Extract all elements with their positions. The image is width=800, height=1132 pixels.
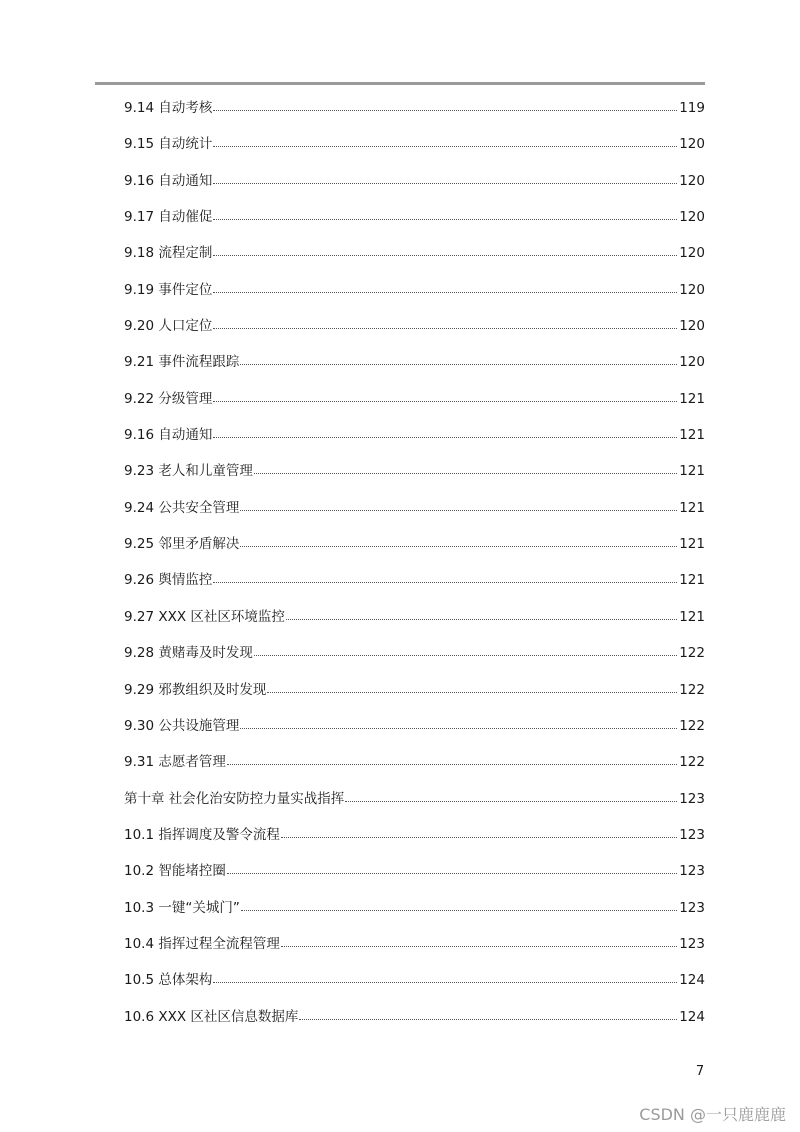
toc-entry-title: 9.26 舆情监控 — [124, 572, 213, 589]
toc-entry-title: 9.31 志愿者管理 — [124, 754, 226, 771]
toc-entry-title: 9.14 自动考核 — [124, 100, 213, 116]
toc-entry-title: 9.25 邻里矛盾解决 — [124, 536, 240, 553]
toc-entry-page: 121 — [679, 572, 705, 589]
toc-leader-dots — [213, 582, 677, 583]
toc-entry-title: 10.5 总体架构 — [124, 972, 213, 989]
toc-leader-dots — [281, 946, 677, 947]
toc-entry-page: 122 — [679, 717, 705, 734]
toc-entry-title: 9.21 事件流程跟踪 — [124, 354, 240, 371]
toc-entry[interactable] — [124, 744, 705, 780]
toc-entry[interactable] — [124, 672, 705, 708]
toc-entry-page: 121 — [679, 427, 705, 444]
toc-entry-title: 10.1 指挥调度及警令流程 — [124, 826, 280, 843]
toc-entry-title: 9.19 事件定位 — [124, 281, 213, 298]
toc-entry-page: 123 — [679, 826, 705, 843]
toc-entry[interactable] — [124, 817, 705, 853]
toc-entry-page: 120 — [679, 172, 705, 189]
toc-entry-page: 120 — [679, 318, 705, 335]
toc-entry[interactable] — [124, 453, 705, 489]
toc-entry-page: 121 — [679, 390, 705, 407]
toc-entry-page: 121 — [679, 499, 705, 516]
toc-entry[interactable] — [124, 272, 705, 308]
toc-entry[interactable] — [124, 199, 705, 235]
toc-entry-page: 122 — [679, 645, 705, 662]
toc-entry[interactable] — [124, 417, 705, 453]
toc-entry-page: 121 — [679, 536, 705, 553]
toc-leader-dots — [213, 146, 677, 147]
toc-leader-dots — [299, 1019, 677, 1020]
toc-entry-page: 121 — [679, 463, 705, 480]
toc-entry[interactable] — [124, 599, 705, 635]
toc-entry-page: 124 — [679, 1008, 705, 1025]
toc-entry-title: 9.27 XXX 区社区环境监控 — [124, 608, 285, 625]
toc-leader-dots — [213, 328, 677, 329]
toc-entry[interactable] — [124, 999, 705, 1035]
toc-entry[interactable] — [124, 90, 705, 126]
toc-entry-page: 120 — [679, 245, 705, 262]
toc-entry[interactable] — [124, 708, 705, 744]
toc-entry-title: 9.16 自动通知 — [124, 172, 213, 189]
toc-entry[interactable] — [124, 781, 705, 817]
toc-entry[interactable] — [124, 890, 705, 926]
toc-leader-dots — [213, 401, 677, 402]
toc-leader-dots — [213, 437, 677, 438]
toc-entry[interactable] — [124, 308, 705, 344]
toc-entry-page: 121 — [679, 608, 705, 625]
toc-entry-page: 123 — [679, 899, 705, 916]
toc-entry-title: 10.4 指挥过程全流程管理 — [124, 935, 280, 952]
toc-entry[interactable] — [124, 490, 705, 526]
toc-entry-title: 9.23 老人和儿童管理 — [124, 463, 253, 480]
toc-leader-dots — [286, 619, 677, 620]
toc-entry-title: 9.15 自动统计 — [124, 136, 213, 153]
toc-leader-dots — [281, 837, 677, 838]
toc-entry-page: 123 — [679, 790, 705, 807]
toc-entry-title: 9.22 分级管理 — [124, 390, 213, 407]
toc-leader-dots — [254, 473, 677, 474]
toc-entry[interactable] — [124, 962, 705, 998]
toc-leader-dots — [213, 183, 677, 184]
toc-entry-title: 10.2 智能堵控圈 — [124, 863, 226, 880]
toc-leader-dots — [240, 546, 677, 547]
toc-entry-page: 123 — [679, 863, 705, 880]
toc-leader-dots — [213, 292, 677, 293]
page-number: 7 — [695, 1064, 705, 1079]
toc-entry-page: 122 — [679, 681, 705, 698]
toc-leader-dots — [254, 655, 677, 656]
toc-entry[interactable] — [124, 635, 705, 671]
toc-entry[interactable] — [124, 344, 705, 380]
toc-entry-title: 10.3 一键“关城门” — [124, 899, 240, 916]
toc-entry-title: 第十章 社会化治安防控力量实战指挥 — [124, 790, 345, 807]
toc-entry-title: 9.17 自动催促 — [124, 209, 213, 226]
toc-entry-title: 9.28 黄赌毒及时发现 — [124, 645, 253, 662]
toc-leader-dots — [213, 219, 677, 220]
toc-entry[interactable] — [124, 163, 705, 199]
toc-entry[interactable] — [124, 526, 705, 562]
toc-leader-dots — [241, 910, 677, 911]
toc-entry-page: 120 — [679, 209, 705, 226]
toc-leader-dots — [267, 692, 677, 693]
toc-leader-dots — [213, 110, 677, 111]
toc-entry-page: 122 — [679, 754, 705, 771]
toc-leader-dots — [240, 510, 677, 511]
toc-entry[interactable] — [124, 562, 705, 598]
toc-entry-page: 119 — [679, 100, 705, 116]
toc-entry-page: 123 — [679, 935, 705, 952]
toc-leader-dots — [240, 364, 677, 365]
toc-entry[interactable] — [124, 926, 705, 962]
toc-entry-title: 9.29 邪教组织及时发现 — [124, 681, 267, 698]
toc-leader-dots — [213, 255, 677, 256]
toc-entry-title: 9.30 公共设施管理 — [124, 717, 240, 734]
toc-entry[interactable] — [124, 235, 705, 271]
toc-entry-title: 9.18 流程定制 — [124, 245, 213, 262]
toc-entry[interactable] — [124, 853, 705, 889]
toc-entry-title: 9.16 自动通知 — [124, 427, 213, 444]
toc-leader-dots — [345, 801, 677, 802]
toc-entry-page: 120 — [679, 136, 705, 153]
toc-entry-page: 120 — [679, 281, 705, 298]
toc-leader-dots — [240, 728, 677, 729]
header-rule — [95, 82, 705, 85]
watermark: CSDN @一只鹿鹿鹿 — [639, 1105, 786, 1124]
toc-entry-title: 9.20 人口定位 — [124, 318, 213, 335]
toc-entry-page: 120 — [679, 354, 705, 371]
toc-entry-title: 9.24 公共安全管理 — [124, 499, 240, 516]
toc-entry-title: 10.6 XXX 区社区信息数据库 — [124, 1008, 299, 1025]
toc-entry-page: 124 — [679, 972, 705, 989]
toc-leader-dots — [227, 873, 677, 874]
table-of-contents — [124, 90, 705, 1035]
toc-leader-dots — [213, 982, 677, 983]
toc-entry[interactable] — [124, 381, 705, 417]
toc-entry[interactable] — [124, 126, 705, 162]
toc-leader-dots — [227, 764, 677, 765]
